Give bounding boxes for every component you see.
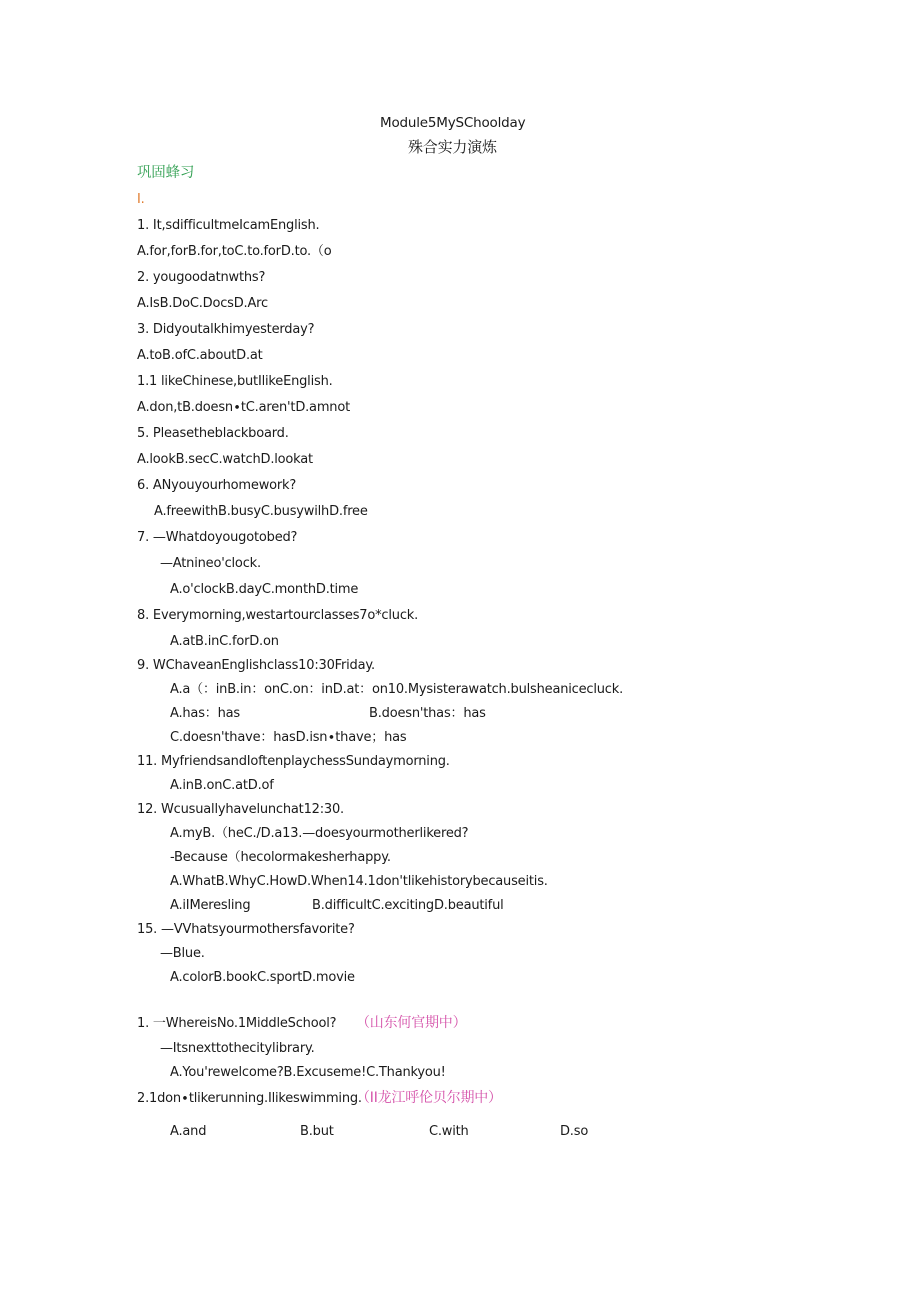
- part-label: I.: [137, 192, 145, 207]
- question-2-options: A.IsB.DoC.DocsD.Arc: [137, 296, 268, 311]
- question-15-options: A.colorB.bookC.sportD.movie: [170, 970, 355, 985]
- question-15: 15. —VVhatsyourmothersfavorite?: [137, 922, 355, 937]
- part2-question-2-option-b: B.but: [300, 1124, 334, 1139]
- part2-question-2: 2.1don∙tlikerunning.Ilikeswimming.: [137, 1091, 362, 1106]
- question-5: 5. Pleasetheblackboard.: [137, 426, 289, 441]
- question-7: 7. —Whatdoyougotobed?: [137, 530, 298, 545]
- part2-question-2-option-a: A.and: [170, 1124, 207, 1139]
- question-10-option-b: B.doesn'thas：has: [369, 706, 486, 721]
- part2-question-1: 1. 一WhereisNo.1MiddleSchool?: [137, 1016, 337, 1031]
- page-title: Module5MySChoolday: [380, 115, 526, 131]
- part2-question-2-option-d: D.so: [560, 1124, 589, 1139]
- question-1: 1. It,sdifficultmeIcamEnglish.: [137, 218, 320, 233]
- question-14-option-a: A.iIMeresling: [170, 898, 251, 913]
- question-12: 12. Wcusuallyhavelunchat12:30.: [137, 802, 344, 817]
- part2-question-1-source: （山东何官期中）: [356, 1015, 467, 1031]
- question-13-options: A.WhatB.WhyC.HowD.When14.1don'tlikehistorybecauseitis.: [170, 874, 548, 889]
- question-11: 11. MyfriendsandIoftenplaychessSundaymorning.: [137, 754, 450, 769]
- question-14-options-bcd: B.difficultC.excitingD.beautiful: [312, 898, 504, 913]
- question-10-option-a: A.has：has: [170, 706, 240, 721]
- question-8-options: A.atB.inC.forD.on: [170, 634, 279, 649]
- question-12-options: A.myB.（heC./D.a13.—doesyourmotherlikered?: [170, 826, 469, 841]
- question-3-options: A.toB.ofC.aboutD.at: [137, 348, 263, 363]
- page-subtitle: 殊合实力演炼: [408, 138, 497, 156]
- question-4: 1.1 likeChinese,butIlikeEnglish.: [137, 374, 333, 389]
- question-3: 3. Didyoutalkhimyesterday?: [137, 322, 315, 337]
- question-13-answer: -Because（hecolormakesherhappy.: [170, 850, 391, 865]
- question-8: 8. Everymorning,westartourclasses7o*cluck.: [137, 608, 419, 623]
- part2-question-2-source: （II龙江呼伦贝尔期中）: [356, 1090, 502, 1106]
- part2-question-2-option-c: C.with: [429, 1124, 469, 1139]
- question-6: 6. ANyouyourhomework?: [137, 478, 297, 493]
- question-2: 2. yougoodatnwths?: [137, 270, 266, 285]
- question-1-options: A.for,forB.for,toC.to.forD.to.（o: [137, 244, 332, 259]
- section-heading: 巩固蜂习: [137, 165, 195, 181]
- question-7-options: A.o'clockB.dayC.monthD.time: [170, 582, 359, 597]
- question-15-answer: —Blue.: [160, 946, 205, 961]
- question-5-options: A.lookB.secC.watchD.lookat: [137, 452, 313, 467]
- question-7-answer: —Atnineo'clock.: [160, 556, 261, 571]
- part2-question-1-answer: —Itsnexttothecitylibrary.: [160, 1041, 315, 1056]
- question-9: 9. WChaveanEnglishclass10:30Friday.: [137, 658, 375, 673]
- question-11-options: A.inB.onC.atD.of: [170, 778, 274, 793]
- part2-question-1-options: A.You'rewelcome?B.Excuseme!C.Thankyou!: [170, 1065, 446, 1080]
- question-4-options: A.don,tB.doesn∙tC.aren'tD.amnot: [137, 400, 350, 415]
- question-10-options-cd: C.doesn'thave：hasD.isn∙thave；has: [170, 730, 407, 745]
- question-6-options: A.freewithB.busyC.busywilhD.free: [154, 504, 368, 519]
- question-9-options: A.a（：inB.in：onC.on：inD.at：on10.Mysisterawatch.bulsheanicecluck.: [170, 682, 624, 697]
